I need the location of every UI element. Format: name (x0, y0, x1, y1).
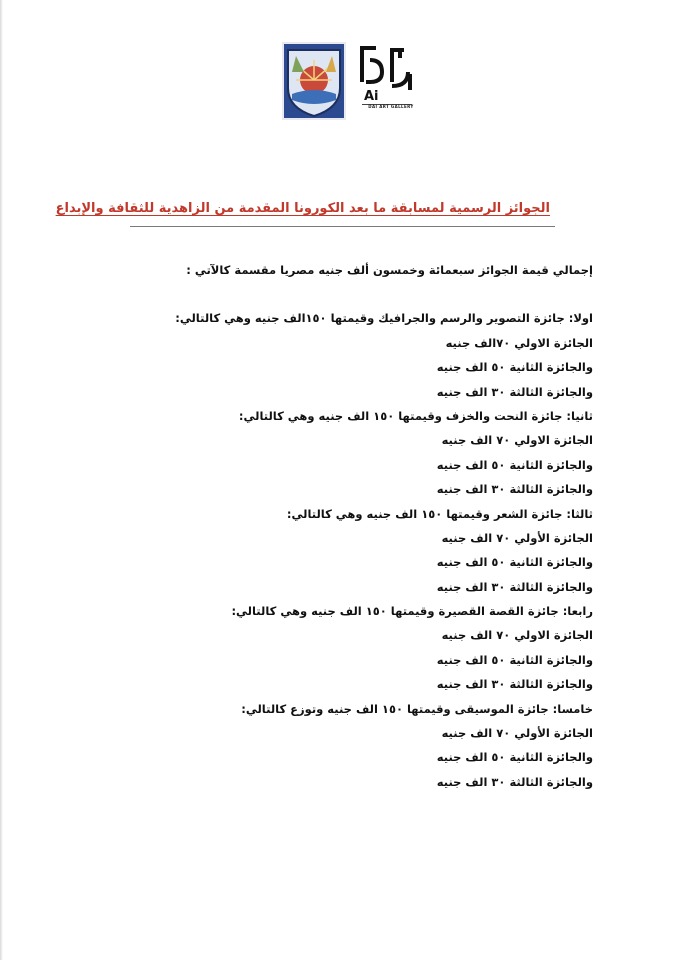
section-heading: ثانيا: جائزة النحت والخزف وقيمتها ١٥٠ الف جنيه وهي كالتالي: (238, 408, 593, 423)
emblem-logo-icon (282, 42, 346, 120)
section-music (193, 697, 593, 795)
section-sculpture (193, 404, 593, 502)
prize-line: الجائزة الاولي ٧٠الف جنيه (445, 335, 593, 350)
page-edge-shadow (0, 0, 3, 960)
prize-line: والجائزة الثالثة ٣٠ الف جنيه (436, 677, 593, 692)
prize-line: والجائزة الثالثة ٣٠ الف جنيه (436, 384, 593, 399)
section-heading: ثالثا: جائزة الشعر وقيمتها ١٥٠ الف جنيه وهي كالتالي: (286, 506, 593, 521)
title-divider (130, 226, 555, 227)
prize-line: الجائزة الاولي ٧٠ الف جنيه (441, 628, 593, 643)
prize-line: والجائزة الثانية ٥٠ الف جنيه (436, 750, 593, 765)
section-heading: اولا: جائزة التصوير والرسم والجرافيك وقيمتها ١٥٠الف جنيه وهي كالتالي: (175, 311, 593, 326)
section-short-story (193, 599, 593, 697)
document-body (175, 258, 593, 794)
prize-line: الجائزة الأولي ٧٠ الف جنيه (441, 530, 593, 545)
section-photography (175, 306, 593, 404)
section-poetry (193, 502, 593, 600)
gallery-name: DAI ART GALLERY (368, 104, 414, 109)
prize-line: والجائزة الثانية ٥٠ الف جنيه (436, 555, 593, 570)
svg-text:Ai: Ai (364, 89, 379, 104)
header-logos (282, 42, 432, 122)
prize-line: والجائزة الثانية ٥٠ الف جنيه (436, 360, 593, 375)
intro-line: إجمالي قيمة الجوائز سبعمائة وخمسون ألف جنيه مصريا مقسمة كالآتي : (186, 263, 593, 277)
section-heading: رابعا: جائزة القصة القصيرة وقيمتها ١٥٠ الف جنيه وهي كالتالي: (231, 604, 593, 619)
section-heading: خامسا: جائزة الموسيقى وقيمتها ١٥٠ الف جنيه وتوزع كالتالي: (241, 701, 593, 716)
prize-line: الجائزة الأولي ٧٠ الف جنيه (441, 726, 593, 741)
prize-line: والجائزة الثالثة ٣٠ الف جنيه (436, 579, 593, 594)
prize-line: والجائزة الثانية ٥٠ الف جنيه (436, 457, 593, 472)
prize-line: والجائزة الثالثة ٣٠ الف جنيه (436, 482, 593, 497)
prize-line: الجائزة الاولي ٧٠ الف جنيه (441, 433, 593, 448)
document-title: الجوائز الرسمية لمسابقة ما بعد الكورونا المقدمة من الزاهدية للثقافة والإبداع (55, 201, 550, 216)
prize-line: والجائزة الثالثة ٣٠ الف جنيه (436, 774, 593, 789)
prize-line: والجائزة الثانية ٥٠ الف جنيه (436, 652, 593, 667)
